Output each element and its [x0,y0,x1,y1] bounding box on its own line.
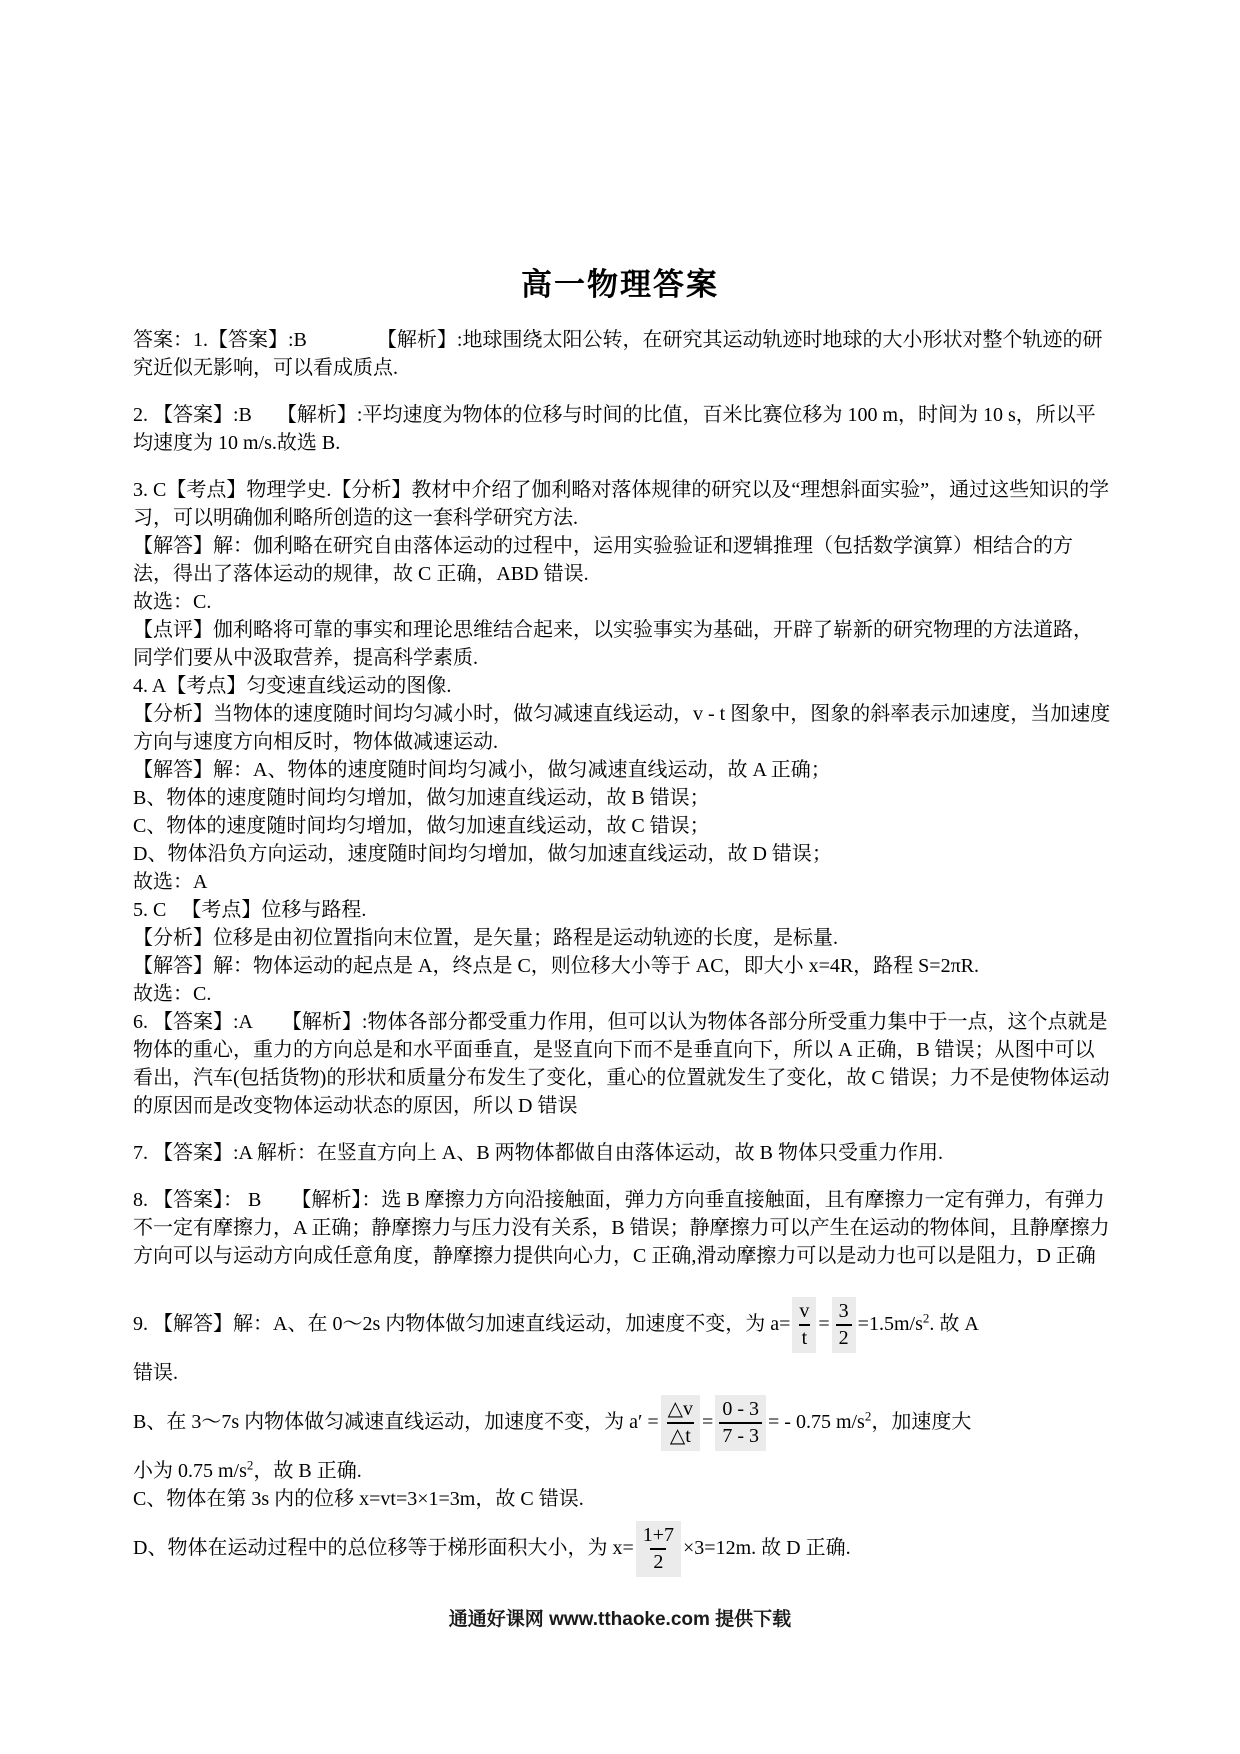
answers-content [133,326,1111,1583]
fraction-numerator: 1+7 [642,1524,675,1547]
footer-watermark: 通通好课网 www.tthaoke.com 提供下载 [448,1609,792,1630]
answer-q6: 6. 【答案】:A 【解析】:物体各部分都受重力作用，但可以认为物体各部分所受重力集中于一点，这个点就是物体的重心，重力的方向总是和水平面垂直，是竖直向下而不是垂直向下，所以 A 正确，B 错误；从图中可以看出，汽车(包括货物)的形状和质量分布发生了变化，重心的位置就发生了变化，故 C 错误；力不是使物体运动的原因而是改变物体运动状态的原因，所以 D 错误 [133,1011,1110,1117]
answer-q4-fenxi: 【分析】当物体的速度随时间均匀减小时，做匀减速直线运动，v - t 图象中，图象的斜率表示加速度，当加速度方向与速度方向相反时，物体做减速运动. [133,703,1111,753]
answer-q9-option-d [133,1513,1111,1583]
answer-q4-option-c: C、物体的速度随时间均匀增加，做匀加速直线运动，故 C 错误； [133,815,710,837]
answer-q5-jieda: 【解答】解：物体运动的起点是 A，终点是 C，则位移大小等于 AC，即大小 x=4R，路程 S=2πR. [133,955,980,977]
answer-q4-head: 4. A【考点】匀变速直线运动的图像. [133,675,452,697]
q9a-pre-text: 9. 【解答】解：A、在 0～2s 内物体做匀加速直线运动，加速度不变，为 a= [133,1313,791,1335]
equals-sign: = [702,1411,714,1433]
fraction-denominator: t [799,1324,811,1351]
fraction-1-plus-7-over-2 [636,1521,681,1577]
q9d-result-text: ×3=12m. 故 D 正确. [683,1537,851,1559]
superscript-2: 2 [922,1310,930,1326]
answer-q3-head: 3. C【考点】物理学史.【分析】教材中介绍了伽利略对落体规律的研究以及“理想斜面实验”，通过这些知识的学习，可以明确伽利略所创造的这一套科学研究方法. [133,479,1110,529]
equals-sign: = [818,1313,830,1335]
answer-q8: 8. 【答案】： B 【解析】：选 B 摩擦力方向沿接触面，弹力方向垂直接触面，且有摩擦力一定有弹力，有弹力不一定有摩擦力，A 正确；静摩擦力与压力没有关系，B 错误；静摩擦力可以产生在运动的物体间，且静摩擦力方向可以与运动方向成任意角度，静摩擦力提供向心力，C 正确,滑动摩擦力可以是动力也可以是阻力，D 正确 [133,1189,1110,1267]
fraction-numerator: △v [667,1398,694,1421]
answer-q2: 2. 【答案】:B 【解析】:平均速度为物体的位移与时间的比值，百米比赛位移为 100 m，时间为 10 s，所以平均速度为 10 m/s.故选 B. [133,404,1096,454]
q9a-result-text: =1.5m/s [857,1313,923,1335]
answer-q3-guxuan: 故选：C. [133,591,212,613]
superscript-2: 2 [864,1408,872,1424]
q9b-pre-text: B、在 3～7s 内物体做匀减速直线运动，加速度不变，为 a′ = [133,1411,659,1433]
answer-q5-guxuan: 故选：C. [133,983,212,1005]
answer-q9b-wrap-line [133,1457,1111,1485]
answer-q5-fenxi: 【分析】位移是由初位置指向末位置，是矢量；路程是运动轨迹的长度，是标量. [133,927,838,949]
answer-q4-option-d: D、物体沿负方向运动，速度随时间均匀增加，做匀加速直线运动，故 D 错误； [133,843,832,865]
answer-q9-option-b [133,1387,1111,1457]
fraction-v-over-t [792,1297,816,1353]
fraction-denominator: 7 - 3 [719,1422,762,1449]
fraction-denominator: 2 [836,1324,852,1351]
q9a-tail-text: . 故 A [929,1313,979,1335]
fraction-delta-v-over-delta-t [661,1395,700,1451]
answer-q7: 7. 【答案】:A 解析：在竖直方向上 A、B 两物体都做自由落体运动，故 B 物体只受重力作用. [133,1142,944,1164]
q9b-tail-text: ，加速度大 [871,1411,972,1433]
fraction-denominator: 2 [650,1548,666,1575]
answer-q3-dianping: 【点评】伽利略将可靠的事实和理论思维结合起来，以实验事实为基础，开辟了崭新的研究物理的方法道路，同学们要从中汲取营养，提高科学素质. [133,619,1093,669]
answer-q3-jieda: 【解答】解：伽利略在研究自由落体运动的过程中，运用实验验证和逻辑推理（包括数学演算）相结合的方法，得出了落体运动的规律，故 C 正确，ABD 错误. [133,535,1073,585]
answer-q4-option-b: B、物体的速度随时间均匀增加，做匀加速直线运动，故 B 错误； [133,787,710,809]
page-title: 高一物理答案 [521,267,719,302]
fraction-0-minus-3-over-7-minus-3 [715,1395,766,1451]
q9b-result-text: = - 0.75 m/s [768,1411,865,1433]
fraction-numerator: v [799,1300,810,1323]
answer-q1: 答案：1.【答案】:B 【解析】:地球围绕太阳公转，在研究其运动轨迹时地球的大小形状对整个轨迹的研究近似无影响，可以看成质点. [133,329,1103,379]
answer-q9a-wrap-line: 错误. [133,1362,178,1384]
fraction-numerator: 0 - 3 [722,1398,759,1421]
q9b-line2-tail: ，故 B 正确. [253,1460,362,1482]
answer-q4-option-a: 【解答】解：A、物体的速度随时间均匀减小，做匀减速直线运动，故 A 正确； [133,759,831,781]
answer-q4-guxuan: 故选：A [133,871,208,893]
fraction-denominator: △t [667,1422,694,1449]
q9d-pre-text: D、物体在运动过程中的总位移等于梯形面积大小，为 x= [133,1537,634,1559]
q9b-line2-text: 小为 0.75 m/s [133,1460,247,1482]
answer-q9-option-c: C、物体在第 3s 内的位移 x=vt=3×1=3m，故 C 错误. [133,1488,584,1510]
answer-q9-option-a [133,1289,1111,1359]
fraction-3-over-2 [832,1297,856,1353]
fraction-numerator: 3 [838,1300,849,1323]
answer-q5-head: 5. C 【考点】位移与路程. [133,899,367,921]
superscript-2: 2 [246,1457,254,1473]
